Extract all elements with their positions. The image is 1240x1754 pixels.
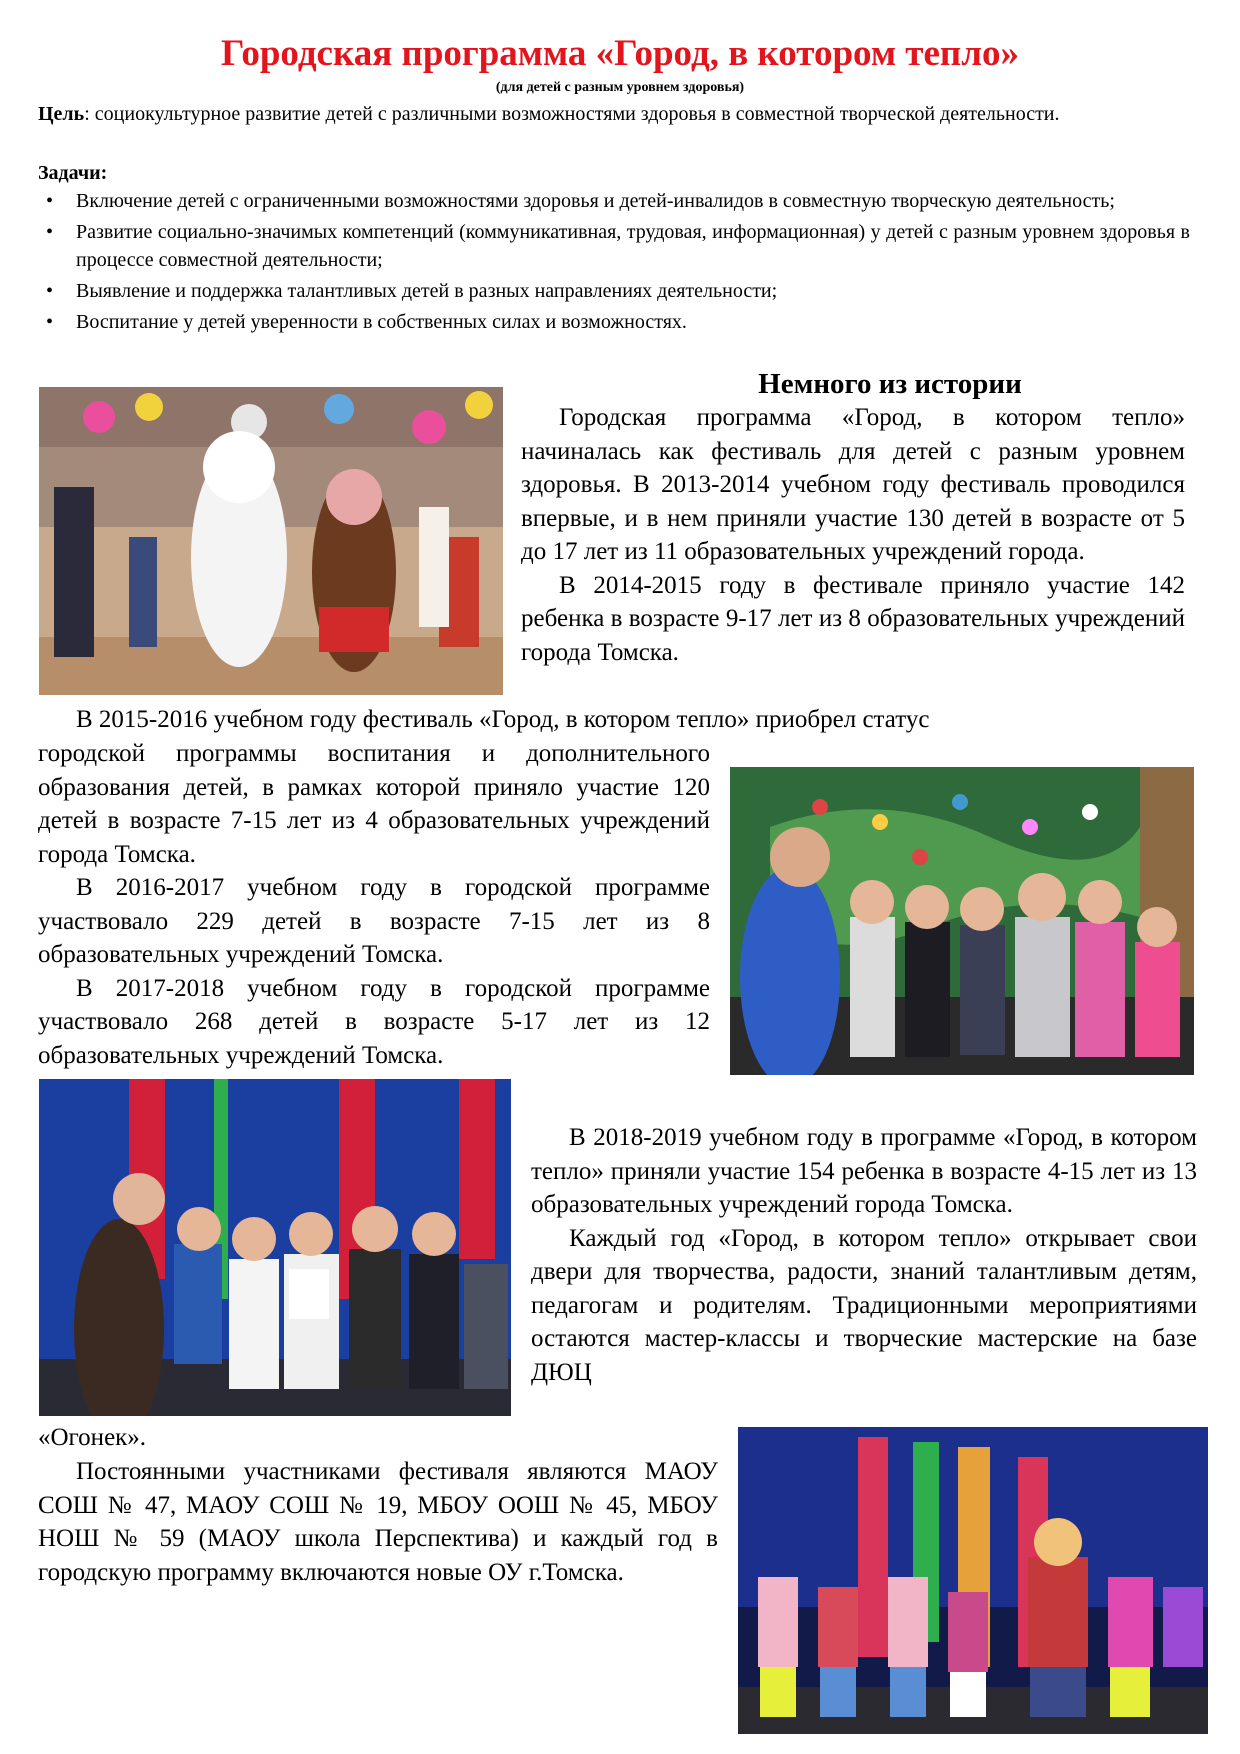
photo-children-certificate [39,1079,511,1416]
costume-characters-image [39,387,503,695]
history-paragraph-1: Городская программа «Город, в котором тепло» начиналась как фестиваль для детей с разным уровнем здоровья. В 2013-2014 учебном году фестиваль проводился впервые, и в нем приняли участие 130 детей в возрасте от 5 до 17 лет из 11 образовательных учреждений города. [521,404,1185,565]
tasks-heading: Задачи: [38,162,108,184]
history-text-line [38,703,1185,737]
goal-paragraph [38,100,1190,129]
task-item: • Воспитание у детей уверенности в собственных силах и возможностях. [38,308,1190,336]
history-text-block-4 [38,1455,718,1589]
history-text-block-1 [521,401,1185,669]
goal-text: : социокультурное развитие детей с различными возможностями здоровья в совместной творческой деятельности. [84,103,1060,125]
girls-dancing-image [738,1427,1208,1734]
history-text-block-2 [38,737,710,1072]
photo-children-green-wall [730,767,1194,1075]
photo-girls-dancing [738,1427,1208,1734]
tasks-list [38,187,1190,339]
photo-costume-characters [39,387,503,695]
history-text-line-2 [38,1421,738,1455]
task-item: • Развитие социально-значимых компетенций (коммуникативная, трудовая, информационная) у детей с разным уровнем здоровья в процессе совместной деятельности; [38,218,1190,274]
history-paragraph-5: В 2017-2018 учебном году в городской программе участвовало 268 детей в возрасте 5-17 лет из 12 образовательных учреждений Томска. [38,974,710,1069]
children-green-wall-image [730,767,1194,1075]
task-item: • Выявление и поддержка талантливых детей в разных направлениях деятельности; [38,277,1190,305]
history-heading: Немного из истории [758,368,1022,400]
page-subtitle: (для детей с разным уровнем здоровья) [495,80,745,95]
history-paragraph-8: Постоянными участниками фестиваля являются МАОУ СОШ № 47, МАОУ СОШ № 19, МБОУ ООШ № 45, МБОУ НОШ № 59 (МАОУ школа Перспектива) и каждый год в городскую программу включаются новые ОУ г.Томска. [38,1458,718,1586]
goal-label: Цель [38,103,85,125]
task-item: • Включение детей с ограниченными возможностями здоровья и детей-инвалидов в совместную творческую деятельность; [38,187,1190,215]
children-certificate-image [39,1079,511,1416]
history-paragraph-7b: «Огонек». [38,1424,147,1451]
page-title: Городская программа «Город, в котором тепло» [221,33,1019,74]
history-paragraph-6: В 2018-2019 учебном году в программе «Город, в котором тепло» приняли участие 154 ребенка в возрасте 4-15 лет из 13 образовательных учреждений города Томска. [531,1124,1197,1218]
history-text-block-3 [531,1121,1197,1389]
history-paragraph-3b: городской программы воспитания и дополнительного образования детей, в рамках которой приняло участие 120 детей в возрасте 7-15 лет из 4 образовательных учреждений города Томска. [38,740,710,868]
history-paragraph-3a: В 2015-2016 учебном году фестиваль «Город, в котором тепло» приобрел статус [76,706,930,733]
history-paragraph-2: В 2014-2015 году в фестивале приняло участие 142 ребенка в возрасте 9-17 лет из 8 образовательных учреждений города Томска. [521,571,1185,666]
history-paragraph-7a: Каждый год «Город, в котором тепло» открывает свои двери для творчества, радости, знаний талантливым детям, педагогам и родителям. Традиционными мероприятиями остаются мастер-классы и творческие мастерские на базе ДЮЦ [531,1224,1197,1386]
history-paragraph-4: В 2016-2017 учебном году в городской программе участвовало 229 детей в возрасте 7-15 лет из 8 образовательных учреждений Томска. [38,874,710,968]
